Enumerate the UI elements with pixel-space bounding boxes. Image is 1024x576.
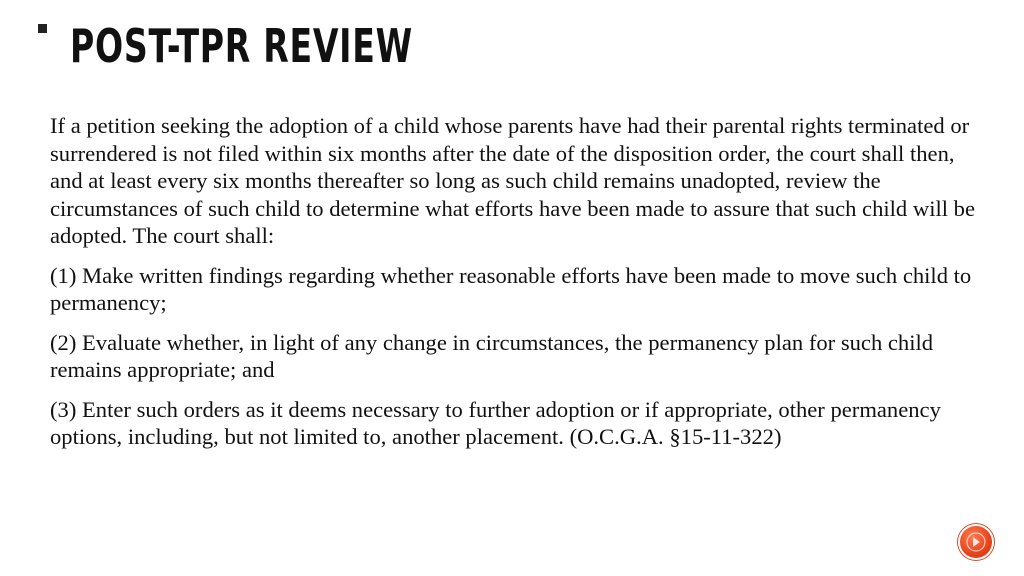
body-paragraph-intro: If a petition seeking the adoption of a child whose parents have had their parental rights terminated or surrendered is not filed within six months after the date of the disposition order, the court shall then, and at least every six months thereafter so long as such child remains unadopted, review the circumstances of such child to determine what efforts have been made to assure that such child will be adopted. The court shall: [50, 113, 975, 248]
body-paragraph-item-1: (1) Make written findings regarding whether reasonable efforts have been made to move such child to permanency; [50, 262, 972, 315]
slide-navigation-button[interactable] [958, 524, 994, 560]
title-bullet-mark [38, 24, 47, 33]
body-paragraph-item-3: (3) Enter such orders as it deems necessary to further adoption or if appropriate, other permanency options, including, but not limited to, another placement. (O.C.G.A. §15-11-322) [50, 396, 941, 449]
slide-navigation-icon [965, 531, 987, 553]
slide-title: POST-TPR REVIEW [70, 19, 413, 73]
body-paragraph-item-2: (2) Evaluate whether, in light of any change in circumstances, the permanency plan for such child remains appropriate; and [50, 329, 934, 382]
slide-body [50, 112, 985, 463]
